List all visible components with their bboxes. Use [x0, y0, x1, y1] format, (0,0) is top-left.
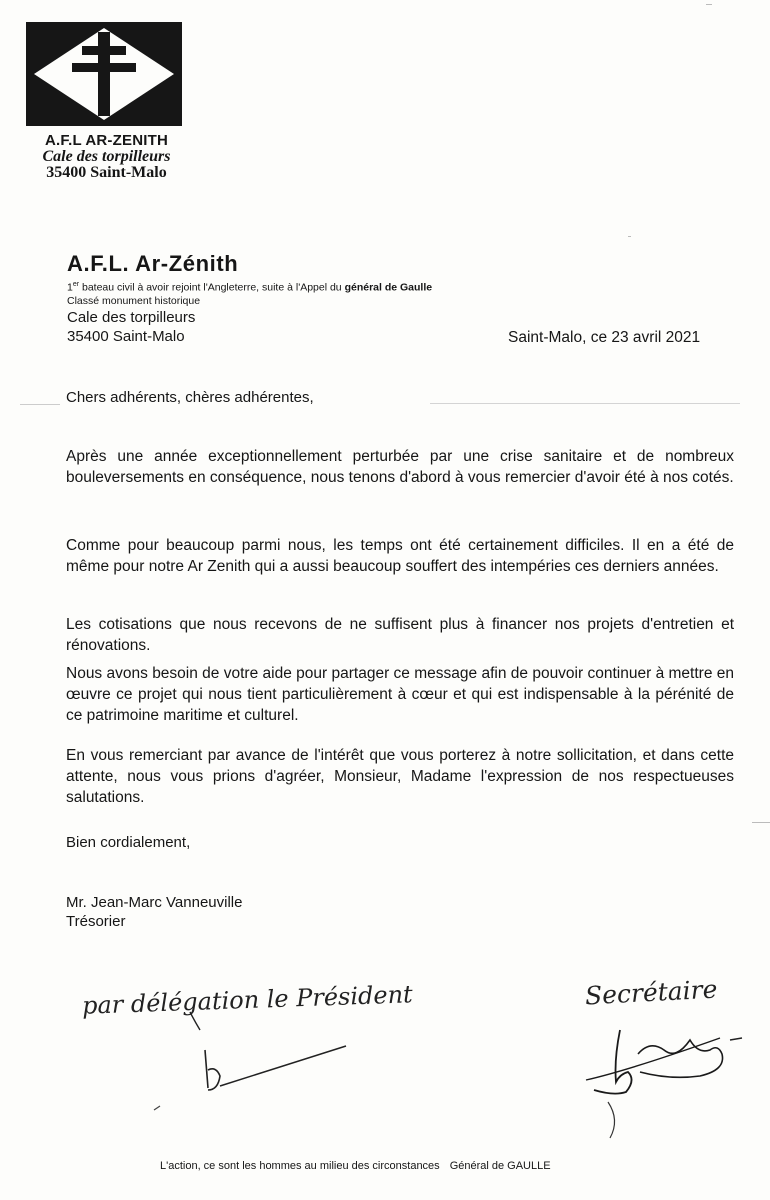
closing: Bien cordialement, — [66, 834, 191, 851]
body-paragraph-4: Nous avons besoin de votre aide pour partager ce message afin de pouvoir continuer à mettre en œuvre ce projet qui nous tient particulièrement à cœur et qui est indispensable à la pérénité de ce patrimoine maritime et culturel. — [66, 665, 734, 724]
logo-address-line2: 35400 Saint-Malo — [46, 164, 167, 181]
sender-subtitle-1: 1er bateau civil à avoir rejoint l'Angleterre, suite à l'Appel du général de Gaulle — [67, 281, 433, 294]
signatory-title: Trésorier — [66, 913, 126, 930]
logo-address-block — [24, 133, 189, 181]
body-paragraph-3: Les cotisations que nous recevons de ne suffisent plus à financer nos projets d'entretien et rénovations. — [66, 616, 734, 654]
scan-speck — [20, 404, 60, 405]
left-signature — [150, 1010, 350, 1120]
sender-name: A.F.L. Ar-Zénith — [67, 251, 239, 276]
body-paragraph-1: Après une année exceptionnellement perturbée par une crise sanitaire et de nombreux bouleversements en conséquence, nous tenons d'abord à vous remercier d'avoir été à nos cotés. — [66, 448, 734, 486]
sender-subtitle-2: Classé monument historique — [67, 295, 201, 307]
handwritten-secretary-note: Secrétaire — [584, 974, 719, 1011]
scan-speck — [430, 403, 740, 404]
sender-address-line1: Cale des torpilleurs — [67, 309, 196, 326]
salutation: Chers adhérents, chères adhérentes, — [66, 389, 314, 406]
right-signature — [580, 1010, 750, 1150]
scan-speck — [628, 236, 631, 237]
scan-speck — [752, 822, 770, 823]
body-paragraph-2: Comme pour beaucoup parmi nous, les temps ont été certainement difficiles. Il en a été de même pour notre Ar Zenith qui a aussi beaucoup souffert des intempéries ces derniers années. — [66, 537, 734, 575]
handwritten-delegation-note: par délégation le Président — [81, 980, 414, 1020]
logo-org-name: A.F.L AR-ZENITH — [45, 132, 168, 149]
cross-of-lorraine-logo — [26, 22, 182, 126]
scan-speck — [706, 4, 712, 5]
letter-date: Saint-Malo, ce 23 avril 2021 — [508, 329, 701, 346]
footer-quote: L'action, ce sont les hommes au milieu des circonstances Général de GAULLE — [160, 1160, 551, 1172]
signatory-name: Mr. Jean-Marc Vanneuville — [66, 894, 243, 911]
body-paragraph-5: En vous remerciant par avance de l'intérêt que vous porterez à notre sollicitation, et dans cette attente, nous vous prions d'agréer, Monsieur, Madame l'expression de nos respectueuses salutations. — [66, 747, 734, 806]
sender-address-line2: 35400 Saint-Malo — [67, 328, 185, 345]
logo-address-line1: Cale des torpilleurs — [42, 148, 171, 165]
